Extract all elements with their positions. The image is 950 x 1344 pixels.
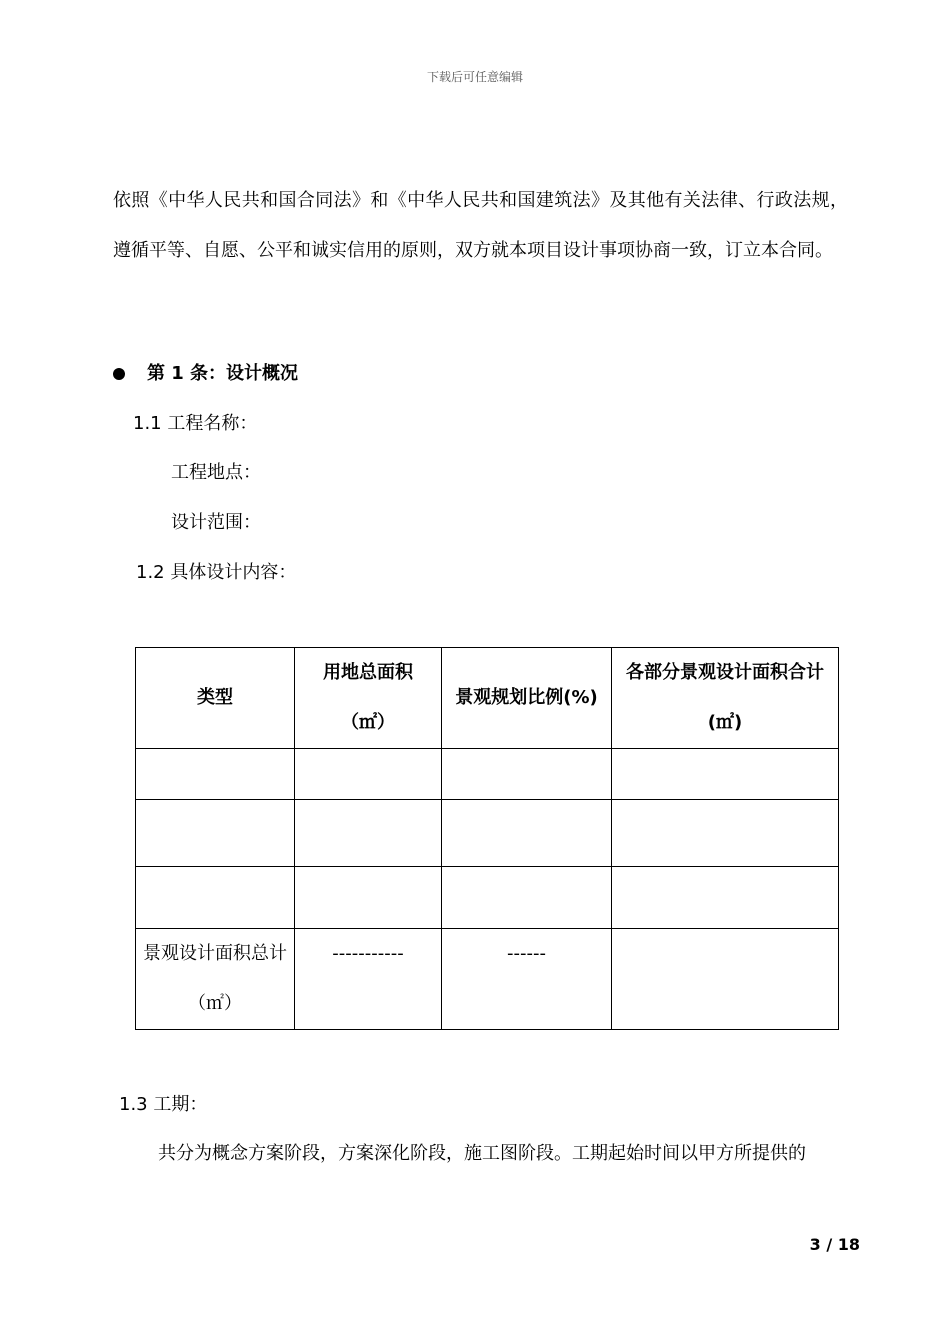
page-number: 3 / 18 (809, 1235, 860, 1254)
total-ratio-dashes: ------ (442, 929, 612, 1030)
total-label: 景观设计面积总计（㎡） (136, 929, 295, 1030)
header-type: 类型 (136, 648, 295, 749)
total-sum (612, 929, 839, 1030)
table-cell (442, 867, 612, 929)
duration-text: 共分为概念方案阶段，方案深化阶段，施工图阶段。工期起始时间以甲方所提供的 (158, 1143, 806, 1164)
table-header-row (136, 648, 839, 749)
header-landscape-ratio: 景观规划比例(%) (442, 648, 612, 749)
bullet-icon (113, 368, 125, 380)
item-1-2-design-content: 1.2 具体设计内容： (136, 562, 297, 583)
header-design-area-sum: 各部分景观设计面积合计(㎡) (612, 648, 839, 749)
table-cell (295, 800, 442, 867)
item-1-3-duration: 1.3 工期： (119, 1094, 208, 1115)
table-row (136, 749, 839, 800)
project-location-label: 工程地点： (171, 462, 261, 483)
header-total-land-area: 用地总面积（㎡） (295, 648, 442, 749)
table-cell (442, 749, 612, 800)
table-cell (612, 749, 839, 800)
design-scope-label: 设计范围： (171, 512, 261, 533)
design-content-table (135, 647, 839, 1030)
table-cell (442, 800, 612, 867)
item-1-1-project-name: 1.1 工程名称： (133, 413, 258, 434)
table-cell (136, 749, 295, 800)
table-cell (295, 749, 442, 800)
table-cell (136, 867, 295, 929)
table-total-row (136, 929, 839, 1030)
section-1-heading (113, 358, 298, 390)
table-cell (136, 800, 295, 867)
table-row (136, 867, 839, 929)
table-cell (612, 867, 839, 929)
intro-paragraph: 依照《中华人民共和国合同法》和《中华人民共和国建筑法》及其他有关法律、行政法规，遵循平等、自愿、公平和诚实信用的原则，双方就本项目设计事项协商一致，订立本合同。 (113, 190, 848, 261)
table-row (136, 800, 839, 867)
table-cell (295, 867, 442, 929)
header-note: 下载后可任意编辑 (426, 70, 523, 84)
table-cell (612, 800, 839, 867)
section-1-heading-text: 第 1 条：设计概况 (147, 363, 299, 384)
total-area-dashes: ----------- (295, 929, 442, 1030)
